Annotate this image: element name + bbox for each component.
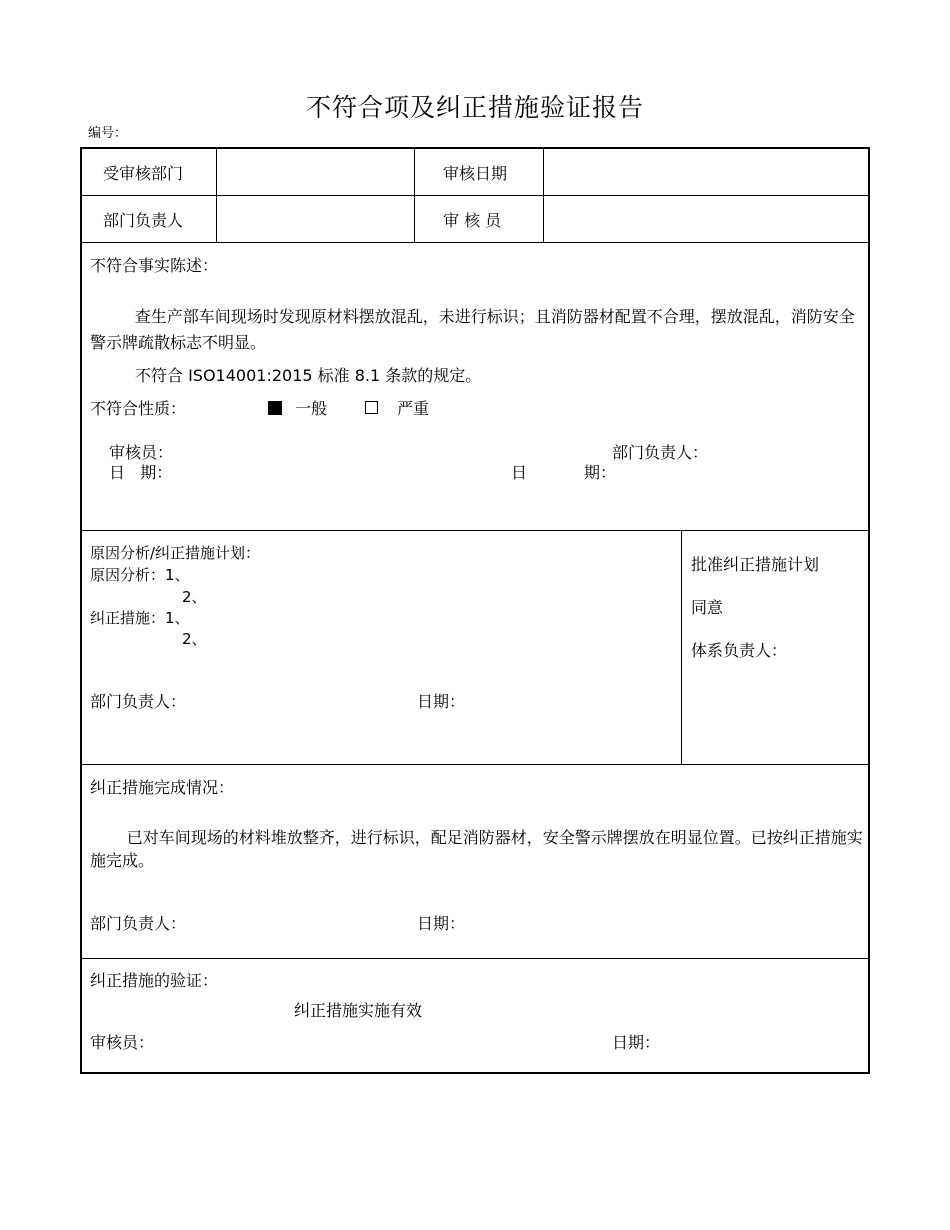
audit-date-field[interactable] — [545, 150, 865, 194]
divider — [543, 149, 544, 242]
auditor-field[interactable] — [545, 197, 865, 241]
divider — [82, 958, 868, 959]
cause-analysis-label: 原因分析：1、 — [90, 566, 190, 584]
completion-date-label: 日期： — [417, 914, 466, 933]
measures-item-2: 2、 — [182, 630, 207, 648]
nonconformity-date-label-right: 日 — [511, 463, 528, 482]
verification-date-label: 日期： — [612, 1033, 661, 1052]
audit-date-label: 审核日期 — [443, 164, 508, 183]
option-serious[interactable] — [365, 399, 429, 419]
report-form — [80, 147, 870, 1074]
cause-dept-head-label: 部门负责人： — [90, 692, 187, 711]
dept-head-label: 部门负责人 — [103, 211, 184, 230]
completion-dept-head-label: 部门负责人： — [90, 914, 187, 933]
nonconformity-nature-label: 不符合性质： — [90, 399, 187, 418]
option-general-label: 一般 — [295, 399, 328, 418]
checked-box-icon — [268, 401, 282, 415]
nonconformity-date-label: 日 期： — [109, 463, 173, 482]
report-title: 不符合项及纠正措施验证报告 — [305, 93, 644, 122]
serial-number-label: 编号： — [88, 126, 128, 141]
nonconformity-dept-head-label: 部门负责人： — [612, 443, 709, 462]
verification-auditor-label: 审核员： — [90, 1033, 155, 1052]
verification-result: 纠正措施实施有效 — [294, 1001, 423, 1020]
measures-label: 纠正措施：1、 — [90, 609, 190, 627]
divider — [216, 149, 217, 242]
system-head-label: 体系负责人： — [691, 641, 788, 660]
nonconformity-clause: 不符合 ISO14001:2015 标准 8.1 条款的规定。 — [135, 366, 482, 385]
cause-date-label: 日期： — [417, 692, 466, 711]
nonconformity-auditor-label: 审核员： — [109, 443, 174, 462]
nonconformity-heading: 不符合事实陈述： — [90, 256, 219, 275]
completion-heading: 纠正措施完成情况： — [90, 778, 235, 797]
divider — [82, 530, 868, 531]
dept-head-field[interactable] — [218, 197, 412, 241]
auditor-label: 审 核 员 — [443, 211, 502, 230]
completion-description: 已对车间现场的材料堆放整齐，进行标识，配足消防器材，安全警示牌摆放在明显位置。已按纠正措施实施完成。 — [90, 828, 863, 870]
verification-heading: 纠正措施的验证： — [90, 971, 219, 990]
cause-analysis-item-2: 2、 — [182, 588, 207, 606]
approval-agree: 同意 — [691, 598, 724, 617]
divider — [82, 242, 868, 243]
divider — [681, 530, 682, 764]
option-serious-label: 严重 — [397, 399, 430, 418]
option-general[interactable] — [268, 399, 327, 419]
approval-heading: 批准纠正措施计划 — [691, 555, 820, 574]
cause-heading: 原因分析/纠正措施计划： — [90, 544, 261, 562]
audited-dept-field[interactable] — [218, 150, 412, 194]
nonconformity-date-label-right-2: 期： — [584, 463, 617, 482]
nonconformity-description: 查生产部车间现场时发现原材料摆放混乱，未进行标识；且消防器材配置不合理，摆放混乱，消防安全警示牌疏散标志不明显。 — [90, 307, 855, 352]
divider — [414, 149, 415, 242]
unchecked-box-icon — [365, 401, 378, 414]
divider — [82, 195, 868, 196]
divider — [82, 764, 868, 765]
audited-dept-label: 受审核部门 — [103, 164, 184, 183]
